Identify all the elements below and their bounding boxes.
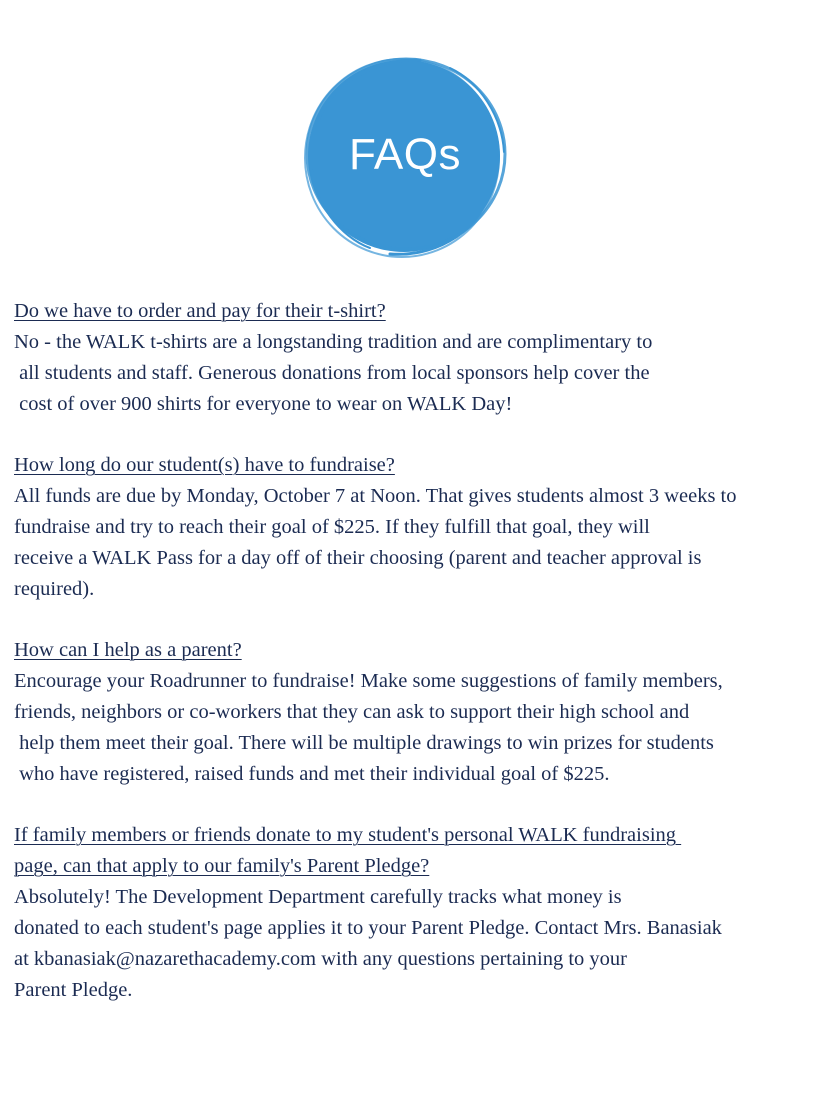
faq-answer-line: fundraise and try to reach their goal of $225. If they fulfill that goal, they will (14, 516, 650, 538)
faq-answer-line: friends, neighbors or co-workers that they can ask to support their high school and (14, 701, 690, 723)
faq-item (14, 450, 814, 605)
faq-answer-line: Encourage your Roadrunner to fundraise! Make some suggestions of family members, (14, 670, 723, 692)
faq-list (14, 296, 814, 1036)
faq-answer-line: Parent Pledge. (14, 979, 133, 1001)
faq-answer-line: help them meet their goal. There will be multiple drawings to win prizes for students (14, 732, 714, 754)
faq-answer-line: All funds are due by Monday, October 7 at Noon. That gives students almost 3 weeks to (14, 485, 737, 507)
faq-question: How long do our student(s) have to fundraise? (14, 454, 395, 476)
faq-answer-line: at kbanasiak@nazarethacademy.com with any questions pertaining to your (14, 948, 627, 970)
faq-answer-line: No - the WALK t-shirts are a longstanding tradition and are complimentary to (14, 331, 653, 353)
faq-answer-line: all students and staff. Generous donations from local sponsors help cover the (14, 362, 650, 384)
faq-item (14, 820, 814, 1006)
faq-question: page, can that apply to our family's Parent Pledge? (14, 855, 430, 877)
faq-title: FAQs (348, 130, 462, 179)
faq-answer-line: Absolutely! The Development Department carefully tracks what money is (14, 886, 622, 908)
faq-answer-line: cost of over 900 shirts for everyone to wear on WALK Day! (14, 393, 513, 415)
faq-badge (300, 52, 510, 262)
faq-item (14, 296, 814, 420)
faq-question: If family members or friends donate to my student's personal WALK fundraising (14, 824, 682, 846)
faq-item (14, 635, 814, 790)
faq-answer-line: receive a WALK Pass for a day off of their choosing (parent and teacher approval is (14, 547, 702, 569)
faq-answer-line: donated to each student's page applies it to your Parent Pledge. Contact Mrs. Banasiak (14, 917, 722, 939)
faq-answer-line: who have registered, raised funds and met their individual goal of $225. (14, 763, 610, 785)
faq-question: Do we have to order and pay for their t-shirt? (14, 300, 386, 322)
faq-answer-line: required). (14, 578, 95, 600)
faq-question: How can I help as a parent? (14, 639, 242, 661)
